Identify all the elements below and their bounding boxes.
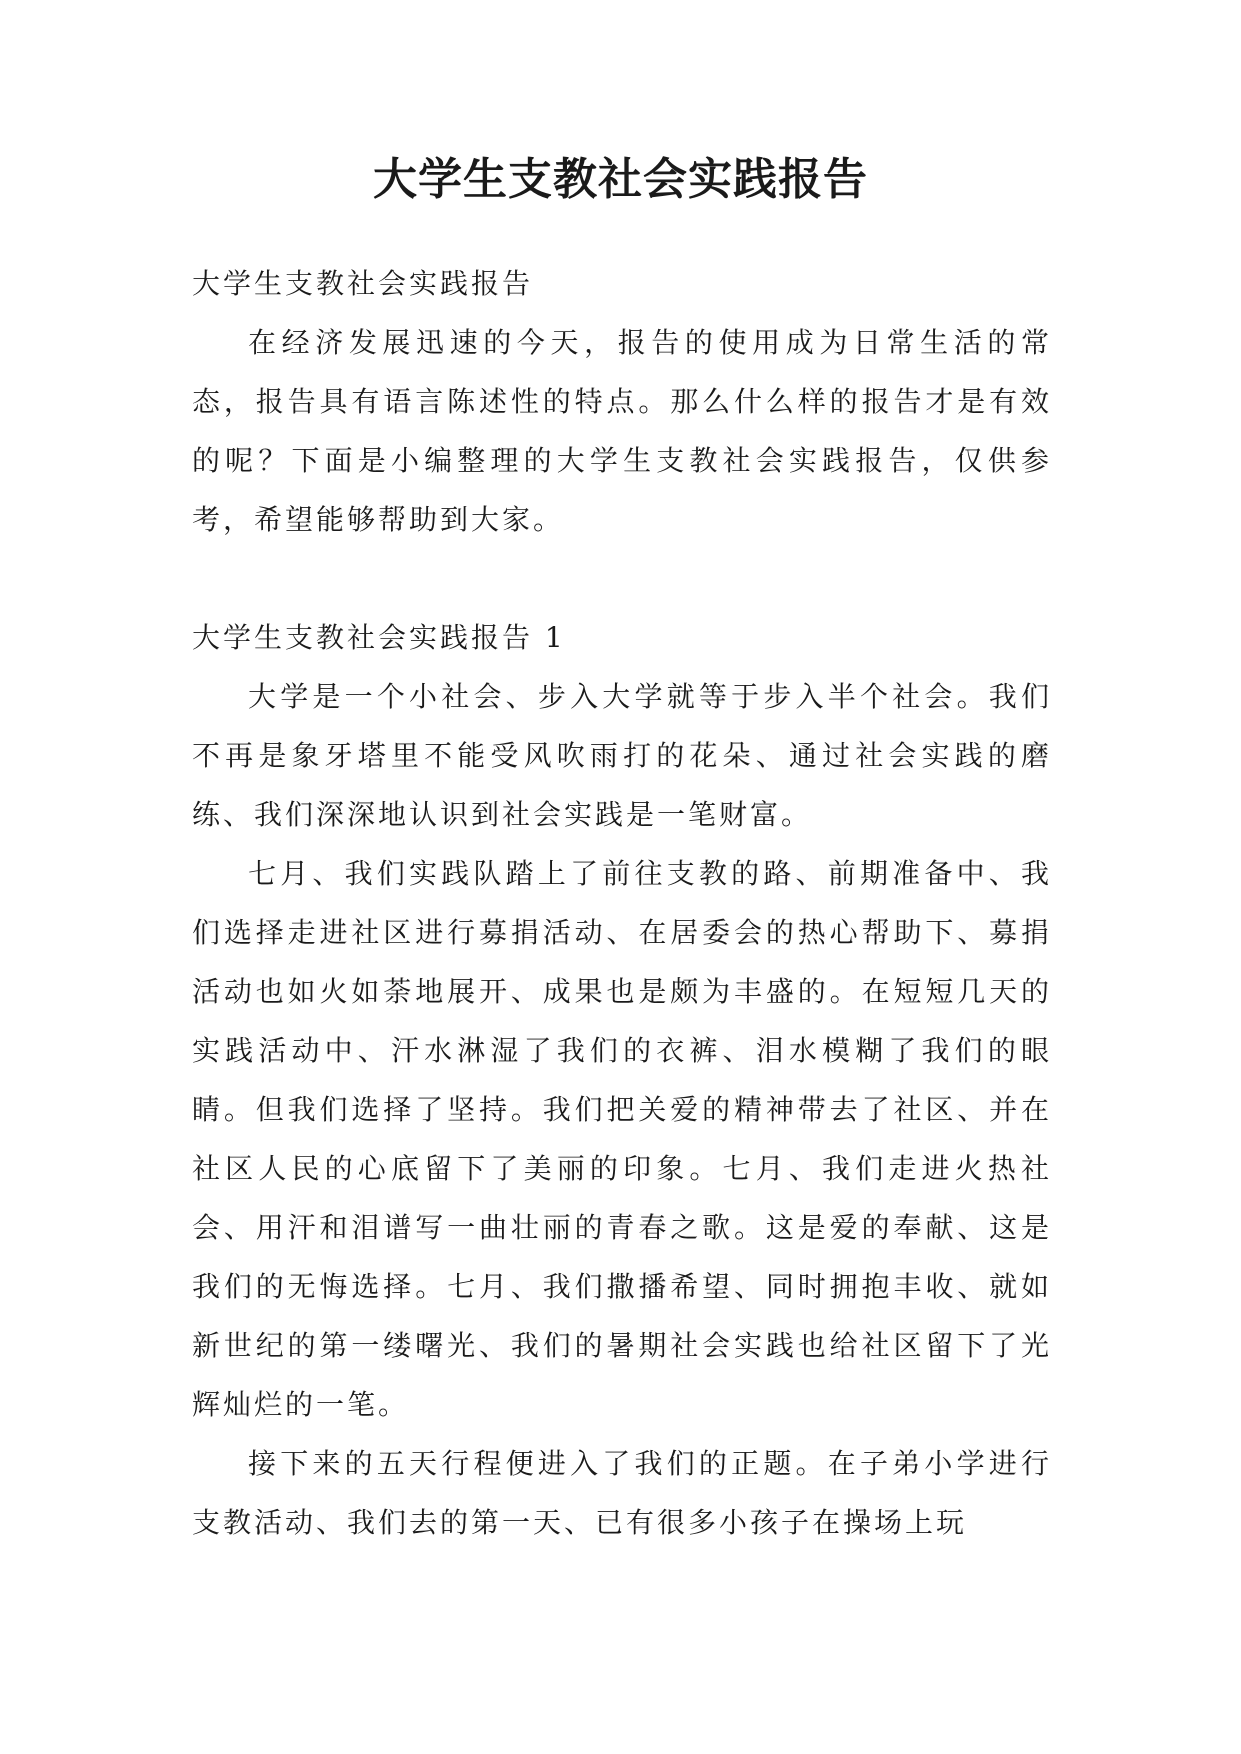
section-heading: 大学生支教社会实践报告 1 xyxy=(192,621,566,654)
section-spacer xyxy=(192,549,1052,608)
document-body xyxy=(192,254,1052,1552)
body-paragraph: 接下来的五天行程便进入了我们的正题。在子弟小学进行支教活动、我们去的第一天、已有很多小孩子在操场上玩 xyxy=(192,1447,1052,1539)
intro-paragraph: 在经济发展迅速的今天，报告的使用成为日常生活的常态，报告具有语言陈述性的特点。那么什么样的报告才是有效的呢？下面是小编整理的大学生支教社会实践报告，仅供参考，希望能够帮助到大家。 xyxy=(192,326,1052,536)
body-paragraph: 大学是一个小社会、步入大学就等于步入半个社会。我们不再是象牙塔里不能受风吹雨打的花朵、通过社会实践的磨练、我们深深地认识到社会实践是一笔财富。 xyxy=(192,680,1052,831)
document-subtitle: 大学生支教社会实践报告 xyxy=(192,267,534,300)
body-paragraph: 七月、我们实践队踏上了前往支教的路、前期准备中、我们选择走进社区进行募捐活动、在居委会的热心帮助下、募捐活动也如火如荼地展开、成果也是颇为丰盛的。在短短几天的实践活动中、汗水淋湿了我们的衣裤、泪水模糊了我们的眼睛。但我们选择了坚持。我们把关爱的精神带去了社区、并在社区人民的心底留下了美丽的印象。七月、我们走进火热社会、用汗和泪谱写一曲壮丽的青春之歌。这是爱的奉献、这是我们的无悔选择。七月、我们撒播希望、同时拥抱丰收、就如新世纪的第一缕曙光、我们的暑期社会实践也给社区留下了光辉灿烂的一笔。 xyxy=(192,857,1052,1421)
document-title: 大学生支教社会实践报告 xyxy=(373,154,868,205)
